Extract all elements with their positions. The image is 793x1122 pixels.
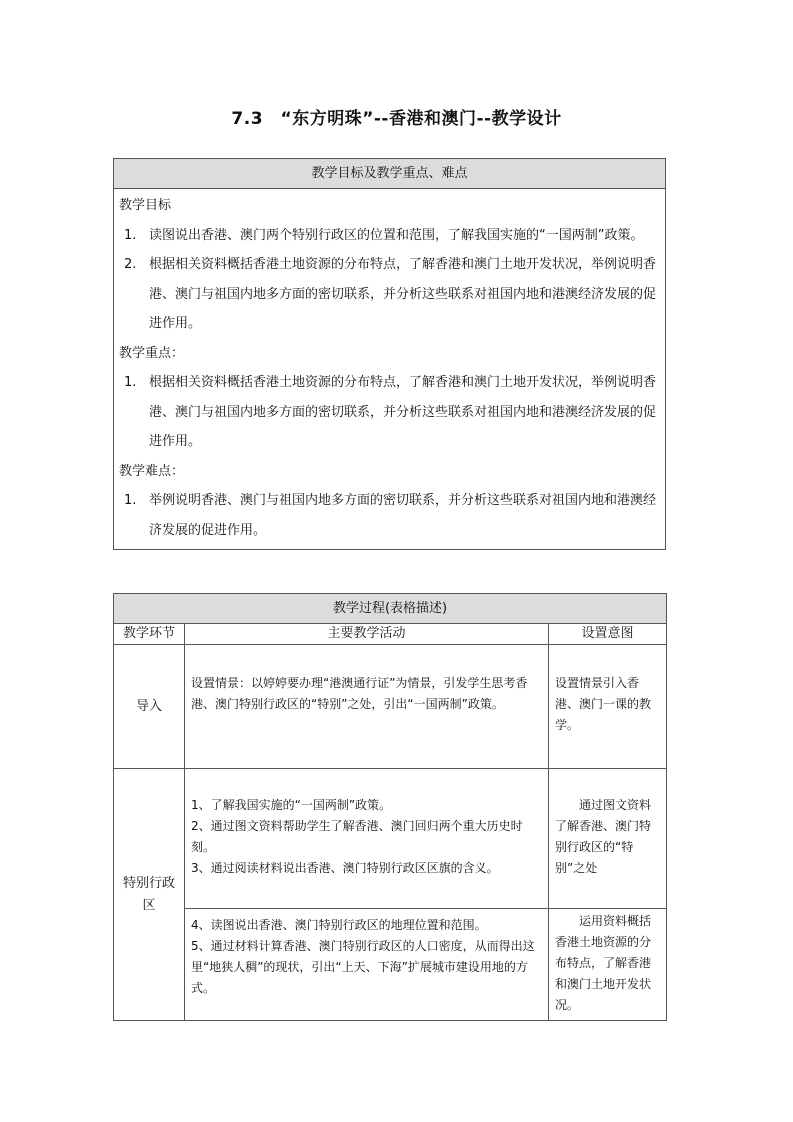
key-point-item-1: [119, 368, 660, 457]
activity-line: 2、通过图文资料帮助学生了解香港、澳门回归两个重大历史时刻。: [191, 819, 523, 854]
activity-line: 1、了解我国实施的“一国两制”政策。: [191, 798, 392, 812]
column-header-activity: 主要教学活动: [185, 624, 549, 645]
process-table-header: 教学过程(表格描述): [114, 594, 667, 624]
process-table: [113, 593, 667, 1021]
activity-cell-sar-2: [185, 909, 549, 1021]
purpose-cell-sar-1: 通过图文资料了解香港、澳门特别行政区的“特别”之处: [549, 769, 667, 909]
difficulty-item-1: [119, 486, 660, 545]
section-heading-objectives: 教学目标: [119, 198, 172, 213]
item-number: 1.: [124, 375, 137, 390]
purpose-cell-intro: 设置情景引入香港、澳门一课的教学。: [549, 645, 667, 769]
section-heading-key-points: 教学重点：: [119, 345, 185, 361]
objective-item-1: [119, 221, 660, 251]
item-text: 举例说明香港、澳门与祖国内地多方面的密切联系，并分析这些联系对祖国内地和港澳经济发展的促进作用。: [149, 493, 657, 538]
objective-item-2: [119, 250, 660, 339]
item-text: 读图说出香港、澳门两个特别行政区的位置和范围，了解我国实施的“一国两制”政策。: [149, 227, 644, 243]
stage-cell-intro: 导入: [114, 645, 185, 769]
activity-cell-intro: 设置情景：以婷婷要办理“港澳通行证”为情景，引发学生思考香港、澳门特别行政区的“特别”之处，引出“一国两制”政策。: [185, 645, 549, 769]
activity-line: 3、通过阅读材料说出香港、澳门特别行政区区旗的含义。: [191, 861, 499, 875]
goals-table: [113, 158, 666, 550]
activity-cell-sar-1: [185, 769, 549, 909]
item-text: 根据相关资料概括香港土地资源的分布特点，了解香港和澳门土地开发状况，举例说明香港、澳门与祖国内地多方面的密切联系，并分析这些联系对祖国内地和港澳经济发展的促进作用。: [149, 375, 657, 449]
goals-table-body: [114, 189, 666, 550]
activity-line: 5、通过材料计算香港、澳门特别行政区的人口密度，从而得出这里“地狭人稠”的现状，引出“上天、下海”扩展城市建设用地的方式。: [191, 939, 535, 995]
item-number: 1.: [124, 493, 137, 508]
item-text: 根据相关资料概括香港土地资源的分布特点，了解香港和澳门土地开发状况，举例说明香港、澳门与祖国内地多方面的密切联系，并分析这些联系对祖国内地和港澳经济发展的促进作用。: [149, 257, 657, 331]
document-title: 7.3 “东方明珠”--香港和澳门--教学设计: [231, 109, 562, 129]
section-heading-difficulties: 教学难点：: [119, 463, 185, 479]
activity-line: 4、读图说出香港、澳门特别行政区的地理位置和范围。: [191, 918, 487, 932]
column-header-stage: 教学环节: [114, 624, 185, 645]
stage-cell-sar: 特别行政区: [114, 769, 185, 1021]
item-number: 1.: [124, 227, 137, 243]
column-header-purpose: 设置意图: [549, 624, 667, 645]
purpose-cell-sar-2: 运用资料概括香港土地资源的分布特点，了解香港和澳门土地开发状况。: [549, 909, 667, 1021]
goals-table-header: 教学目标及教学重点、难点: [114, 159, 666, 189]
item-number: 2.: [124, 257, 137, 272]
